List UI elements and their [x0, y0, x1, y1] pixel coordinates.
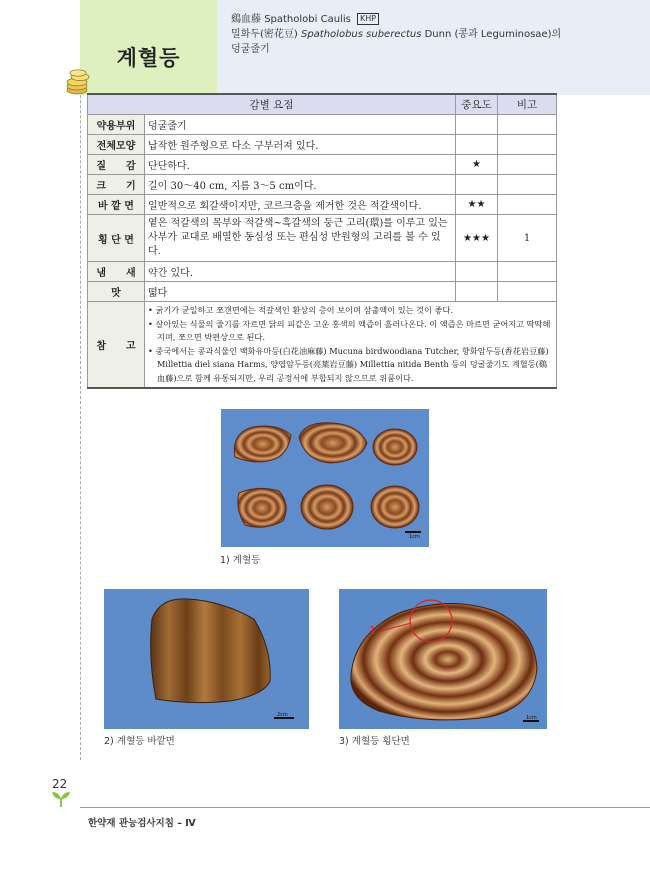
highlight-circle-marker	[339, 589, 547, 729]
khp-badge: KHP	[357, 13, 379, 25]
table-row: 냄 새 약간 있다.	[88, 262, 557, 282]
figure-3-caption: 3) 계혈등 횡단면	[339, 736, 410, 747]
table-row: 전체모양 납작한 원주형으로 다소 구부러져 있다.	[88, 135, 557, 155]
list-item: • 살아있는 식물의 줄기를 자르면 닭의 피같은 고운 홍색의 액즙이 흘러나온다. 이 액즙은 마르면 굳어지고 딱딱해지며, 쪼으면 박편상으로 된다.	[148, 318, 551, 342]
figure-2-photo: 2cm	[104, 589, 309, 729]
table-row: 크 기 길이 30～40 cm, 지름 3～5 cm이다.	[88, 175, 557, 195]
header-line-3: 덩굴줄기	[231, 44, 270, 55]
reference-row: 참 고 • 굵기가 균일하고 쪼갠면에는 적갈색인 환상의 층이 보이며 삼출액이 있는 것이 좋다. • 살아있는 식물의 줄기를 자르면 닭의 피같은 고운 홍색의 액즙이 흘러나온다. 이 액즙은 마르면 굳어지고 딱딱해지며, 쪼으면 박편상으로 된다. • 중국에서는 콩과식물인 백화유마등(白花油麻藤) Mucuna birdwoodiana Tutcher, 향화암두등(香花岩豆藤) Millettia diel siana Harms, 양엽암두등(亮葉岩豆藤) Millettia nitida Benth 등의 덩굴줄기도 계혈등(鷄血藤)으로 함께 유통되지만, 우리 공정서에 부합되지 않으므로 위품이다.	[88, 302, 557, 389]
page-number: 22	[52, 777, 68, 791]
list-item: • 굵기가 균일하고 쪼갠면에는 적갈색인 환상의 층이 보이며 삼출액이 있는 것이 좋다.	[148, 305, 453, 315]
coin-stack-icon	[64, 68, 94, 96]
reference-list	[148, 304, 553, 385]
figure-1-caption: 1) 계혈등	[220, 555, 261, 566]
col-header-points: 감별 요점	[88, 94, 456, 115]
herb-hanja: 鷄血藤	[231, 14, 261, 25]
identification-table	[87, 93, 557, 389]
list-item: • 중국에서는 콩과식물인 백화유마등(白花油麻藤) Mucuna birdwoodiana Tutcher, 향화암두등(香花岩豆藤) Millettia diel siana Harms, 양엽암두등(亮葉岩豆藤) Millettia nitida Benth 등의 덩굴줄기도 계혈등(鷄血藤)으로 함께 유통되지만, 우리 공정서에 부합되지 않으므로 위품이다.	[148, 345, 549, 383]
margin-line	[80, 0, 82, 760]
table-row: 질 감 단단하다. ★	[88, 155, 557, 175]
herb-latin: Spatholobi Caulis	[264, 14, 351, 25]
figure-1-photo: 1cm	[221, 409, 429, 547]
table-row: 맛 떫다	[88, 282, 557, 302]
stem-outer-surface-image	[104, 589, 309, 729]
header-line-1	[231, 10, 379, 25]
col-header-note: 비고	[498, 94, 557, 115]
marker-label: 1	[369, 624, 376, 637]
footer-divider	[80, 807, 650, 808]
footer-title: 한약재 관능검사지침 – Ⅳ	[88, 818, 196, 829]
species-name: Spatholobus suberectus	[300, 29, 422, 40]
figure-3-photo: 1 1cm	[339, 589, 547, 729]
sprout-icon	[50, 790, 72, 808]
figure-2-caption: 2) 계혈등 바깥면	[104, 736, 175, 747]
table-row: 횡 단 면 옅은 적갈색의 목부와 적갈색~흑갈색의 둥근 고리(環)를 이루고 있는 사부가 교대로 배열한 동심성 또는 편심성 반원형의 고리를 볼 수 있다. ★★★ 1	[88, 215, 557, 262]
header-line-2: 밀화두(密花豆) Spatholobus suberectus Dunn (콩과 Leguminosae)의	[231, 29, 562, 40]
page-title: 계혈등	[116, 46, 181, 70]
stem-cross-sections-image	[221, 409, 429, 547]
scale-bar	[405, 531, 421, 533]
table-row: 바 깥 면 일반적으로 회갈색이지만, 코르크층을 제거한 것은 적갈색이다. ★★	[88, 195, 557, 215]
col-header-importance: 중요도	[456, 94, 498, 115]
table-row: 약용부위 덩굴줄기	[88, 115, 557, 135]
